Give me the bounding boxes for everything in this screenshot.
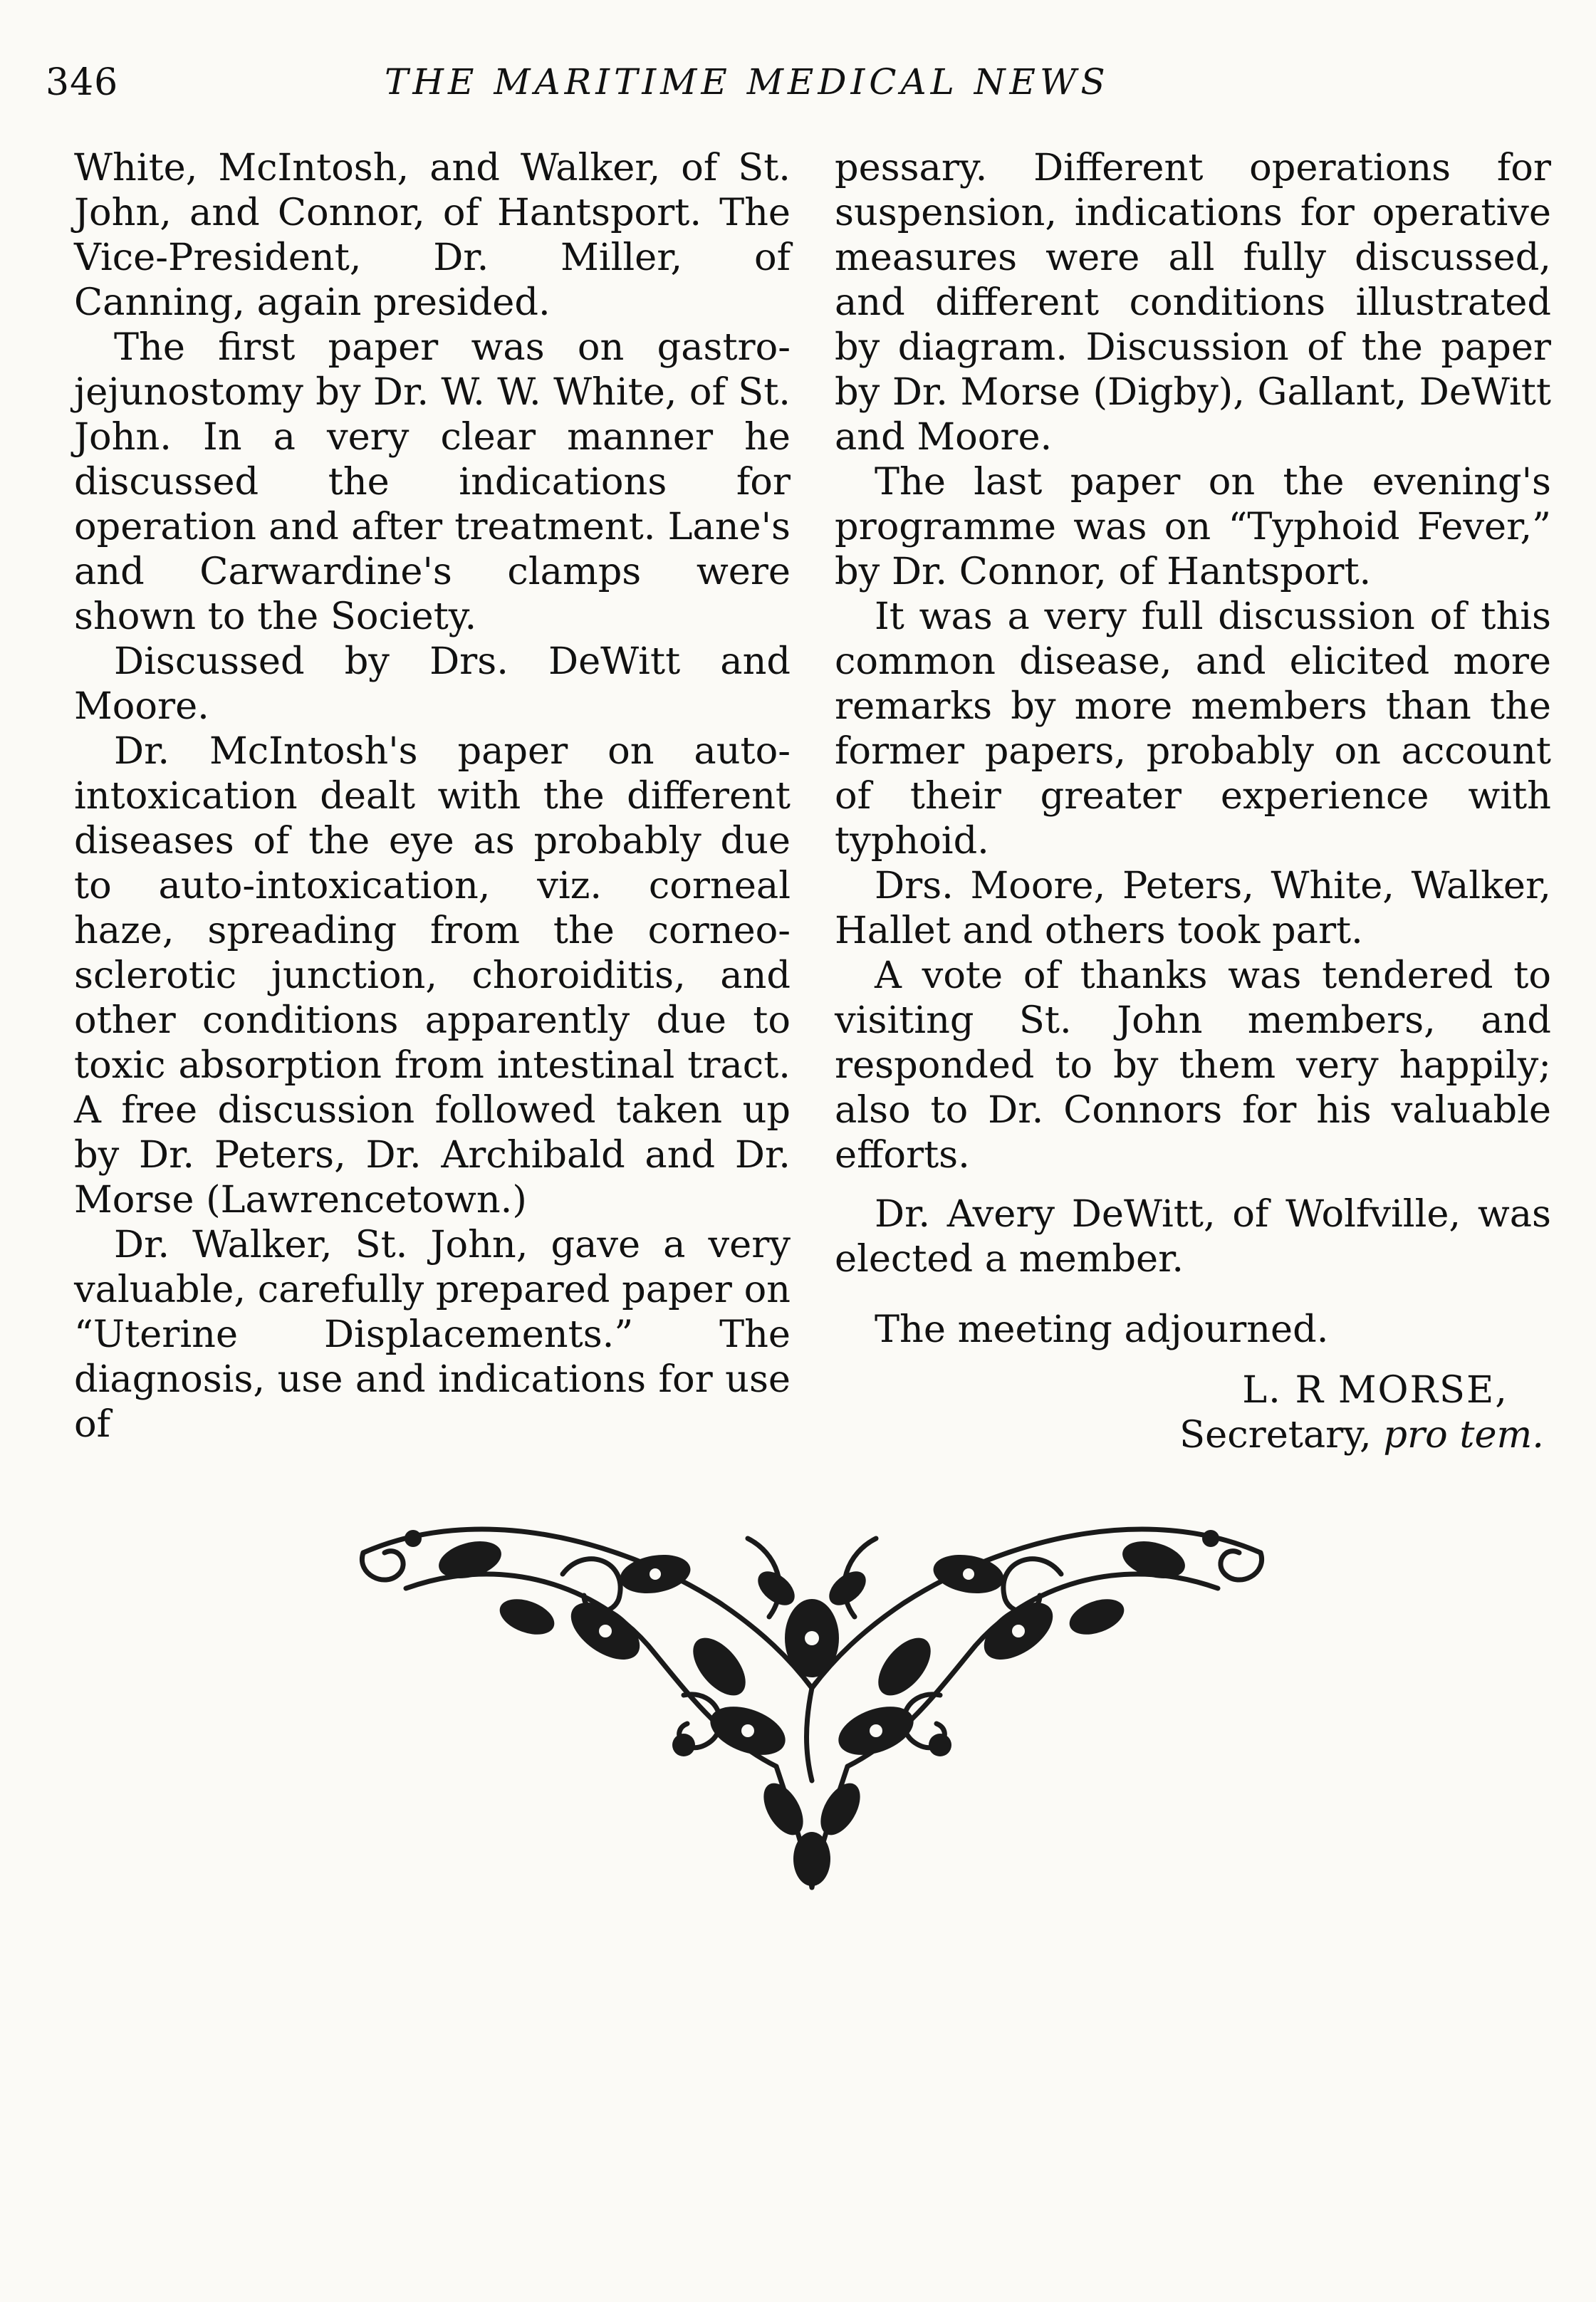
signature-name: L. R MORSE, (1242, 1368, 1508, 1412)
signature-block (835, 1368, 1551, 1457)
signature-role-italic: pro tem. (1383, 1413, 1544, 1457)
paragraph: Dr. McIntosh's paper on auto-intoxication dealt with the different diseases of the eye as probably due to auto-intoxication, viz. corneal haze, spreading from the corneo-sclerotic junction, choroiditis, and other conditions apparently due to toxic absorption from intestinal tract. A free discussion followed taken up by Dr. Peters, Dr. Archibald and Dr. Morse (Lawrencetown.) (74, 729, 791, 1222)
right-column (835, 145, 1551, 1457)
journal-title: THE MARITIME MEDICAL NEWS (385, 61, 1110, 103)
running-header (0, 61, 1596, 118)
paragraph: Dr. Avery DeWitt, of Wolfville, was elected a member. (835, 1192, 1551, 1281)
paragraph: pessary. Different operations for suspension, indications for operative measures were all fully discussed, and different conditions illustrated by diagram. Discussion of the paper by Dr. Morse (Digby), Gallant, DeWitt and Moore. (835, 146, 1551, 459)
left-column (74, 145, 791, 1447)
paragraph: The meeting adjourned. (875, 1308, 1329, 1351)
paragraph: Dr. Walker, St. John, gave a very valuable, carefully prepared paper on “Uterine Displacements.” The diagnosis, use and indications for use of (74, 1223, 791, 1446)
paragraph: The first paper was on gastro-jejunostomy by Dr. W. W. White, of St. John. In a very clear manner he discussed the indications for operation and after treatment. Lane's and Carwardine's clamps were shown to the Society. (74, 325, 791, 638)
page-number: 346 (46, 61, 119, 104)
signature-title (835, 1412, 1551, 1457)
paragraph: The last paper on the evening's programme was on “Typhoid Fever,” by Dr. Connor, of Hantsport. (835, 460, 1551, 593)
paragraph: A vote of thanks was tendered to visiting St. John members, and responded to by them very happily; also to Dr. Connors for his valuable efforts. (835, 954, 1551, 1177)
paragraph: Drs. Moore, Peters, White, Walker, Hallet and others took part. (835, 864, 1551, 952)
paragraph: It was a very full discussion of this common disease, and elicited more remarks by more members than the former papers, probably on account of their greater experience with typhoid. (835, 595, 1551, 863)
signature-role: Secretary, (1179, 1413, 1372, 1457)
paragraph: White, McIntosh, and Walker, of St. John, and Connor, of Hantsport. The Vice-President, Dr. Miller, of Canning, again presided. (74, 146, 791, 324)
paragraph: Discussed by Drs. DeWitt and Moore. (74, 640, 791, 728)
floral-tailpiece-ornament-icon (349, 1510, 1275, 1895)
